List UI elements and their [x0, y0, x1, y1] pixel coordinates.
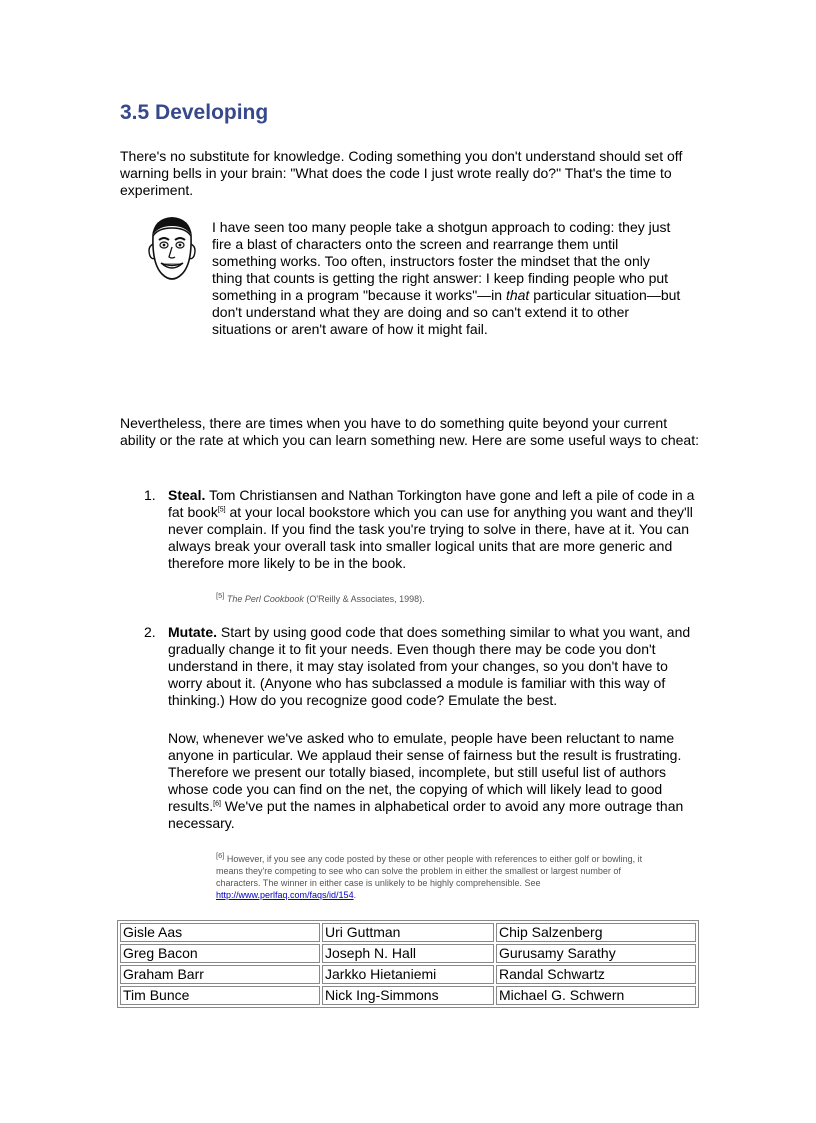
aside-emphasis: that — [505, 287, 530, 303]
list-item-mutate-paragraph — [168, 730, 698, 832]
perlfaq-link[interactable]: http://www.perlfaq.com/faqs/id/154 — [216, 890, 354, 900]
list-item-text: Tom Christiansen and Nathan Torkington have gone and left a pile of code in a fat book — [168, 487, 695, 520]
footnote-marker: [5] — [216, 591, 225, 600]
table-cell: Tim Bunce — [120, 986, 320, 1005]
list-item-text: at your local bookstore which you can use for anything you want and they'll never complain. If you find the task you're trying to solve in there, have at it. You can always break your overall task into smaller logical units that are more generic and therefore more likely to be in the book. — [168, 504, 693, 571]
table-cell: Nick Ing-Simmons — [322, 986, 494, 1005]
list-number: 1. — [144, 487, 156, 503]
footnote-5 — [216, 590, 656, 605]
aside-quote — [212, 219, 682, 338]
list-item-steal — [144, 487, 698, 572]
authors-table — [117, 920, 699, 1008]
cartoon-face-icon — [146, 214, 198, 286]
nevertheless-paragraph: Nevertheless, there are times when you have to do something quite beyond your current ability or the rate at which you can learn something new. Here are some useful ways to cheat: — [120, 415, 699, 448]
table-cell: Graham Barr — [120, 965, 320, 984]
list-number: 2. — [144, 624, 156, 640]
footnote-text: (O'Reilly & Associates, 1998). — [303, 594, 425, 604]
footnote-6 — [216, 850, 656, 901]
footnote-text: However, if you see any code posted by these or other people with references to either golf or bowling, it means they're competing to see who can solve the problem in either the smallest or largest number of characters. The winner in either case is unlikely to be highly comprehensible. See — [216, 854, 643, 888]
list-item-mutate — [144, 624, 698, 709]
footnote-marker: [6] — [216, 851, 225, 860]
footnote-ref-5[interactable]: [5] — [217, 506, 226, 514]
table-row — [120, 923, 696, 942]
list-item-label: Steal. — [168, 487, 206, 503]
table-cell: Gisle Aas — [120, 923, 320, 942]
table-cell: Uri Guttman — [322, 923, 494, 942]
footnote-ref-6[interactable]: [6] — [213, 800, 221, 808]
table-cell: Gurusamy Sarathy — [496, 944, 696, 963]
table-cell: Greg Bacon — [120, 944, 320, 963]
table-cell: Jarkko Hietaniemi — [322, 965, 494, 984]
table-row — [120, 965, 696, 984]
aside-text-end: particular situation—but don't understand what they are doing and so can't extend it to other situations or aren't aware of how it might fail. — [212, 287, 681, 337]
table-cell: Randal Schwartz — [496, 965, 696, 984]
page-title: 3.5 Developing — [120, 101, 269, 124]
table-row — [120, 986, 696, 1005]
intro-paragraph: There's no substitute for knowledge. Coding something you don't understand should set off warning bells in your brain: "What does the code I just wrote really do?" That's the time to experiment. — [120, 148, 683, 198]
list-item-label: Mutate. — [168, 624, 217, 640]
footnote-book-title: The Perl Cookbook — [226, 594, 304, 604]
list-item-text: We've put the names in alphabetical order to avoid any more outrage than necessary. — [168, 798, 684, 831]
table-cell: Chip Salzenberg — [496, 923, 696, 942]
list-item-text: Now, whenever we've asked who to emulate, people have been reluctant to name anyone in particular. We applaud their sense of fairness but the result is frustrating. Therefore we present our totally biased, incomplete, but still useful list of authors whose code you can find on the net, the copying of which will likely lead to good results. — [168, 730, 682, 814]
footnote-text-end: . — [353, 890, 357, 900]
table-cell: Joseph N. Hall — [322, 944, 494, 963]
aside-text-start: I have seen too many people take a shotgun approach to coding: they just fire a blast of characters onto the screen and rearrange them until something works. Too often, instructors foster the mindset that the only thing that counts is getting the right answer: I keep finding people who put something in a program "because it works"—in — [212, 219, 671, 303]
list-item-text: Start by using good code that does something similar to what you want, and gradually change it to fit your needs. Even though there may be code you don't understand in there, it may stay isolated from your changes, so you don't have to worry about it. (Anyone who has subclassed a module is familiar with this way of thinking.) How do you recognize good code? Emulate the best. — [168, 624, 691, 708]
table-cell: Michael G. Schwern — [496, 986, 696, 1005]
table-row — [120, 944, 696, 963]
